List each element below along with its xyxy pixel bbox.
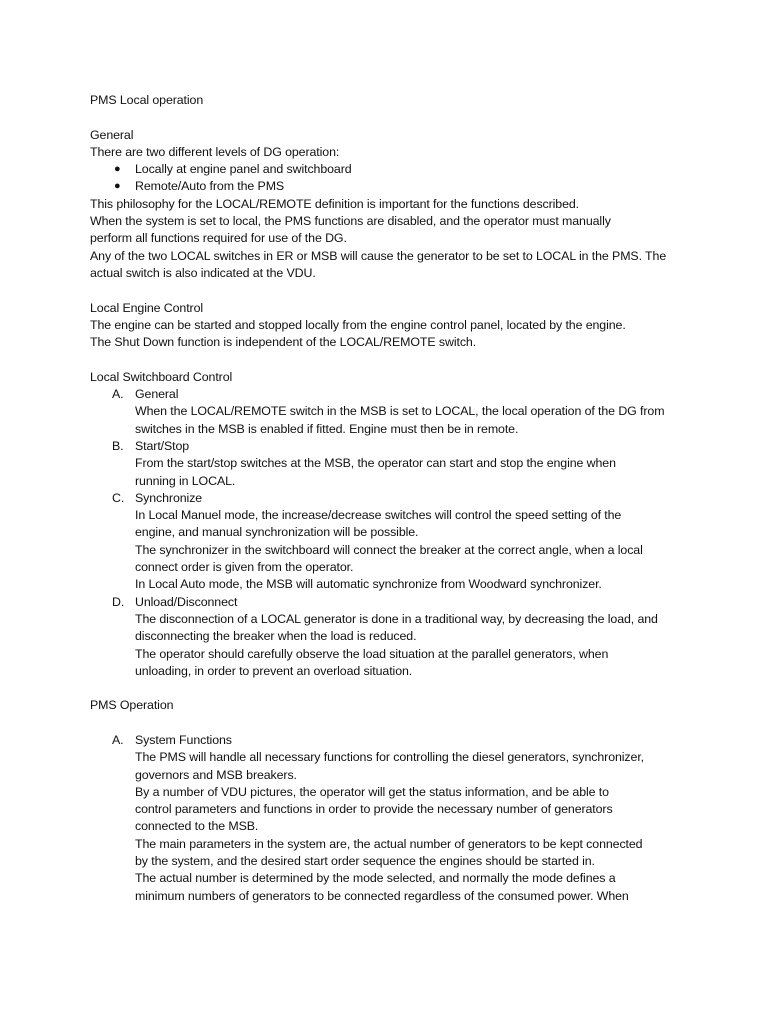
paragraph-line: governors and MSB breakers. [135,767,297,782]
spacer [90,715,690,732]
paragraph-line: running in LOCAL. [135,473,236,488]
spacer [90,351,690,368]
paragraph-line: In Local Manuel mode, the increase/decrease switches will control the speed setting of the [135,508,622,523]
paragraph-line: minimum numbers of generators to be connected regardless of the consumed power. When [135,888,629,903]
bullet-icon: ● [114,163,121,176]
paragraph-line: disconnecting the breaker when the load is reduced. [135,629,417,644]
general-intro: There are two different levels of DG operation: [90,144,340,159]
spacer [90,282,690,299]
paragraph-line: The main parameters in the system are, the actual number of generators to be kept connected [135,836,643,851]
list-item: D. Unload/Disconnect [112,594,238,609]
paragraph-line: The engine can be started and stopped locally from the engine control panel, located by the engine. [90,317,626,332]
paragraph-line: In Local Auto mode, the MSB will automatic synchronize from Woodward synchronizer. [135,577,602,592]
paragraph-line: This philosophy for the LOCAL/REMOTE definition is important for the functions described. [90,196,580,211]
list-item: B. Start/Stop [112,438,190,453]
paragraph-line: by the system, and the desired start order sequence the engines should be started in. [135,854,595,869]
paragraph-line: unloading, in order to prevent an overload situation. [135,663,413,678]
bullet-icon: ● [114,180,121,193]
spacer [90,680,690,697]
list-item: A. General [112,387,179,402]
section-heading-pms-operation: PMS Operation [90,698,174,713]
paragraph-line: The actual number is determined by the mode selected, and normally the mode defines a [135,871,616,886]
paragraph-line: The Shut Down function is independent of the LOCAL/REMOTE switch. [90,335,477,350]
paragraph-line: connected to the MSB. [135,819,259,834]
paragraph-line: connect order is given from the operator. [135,560,354,575]
paragraph-line: The operator should carefully observe the load situation at the parallel generators, when [135,646,609,661]
paragraph-line: actual switch is also indicated at the VDU. [90,265,316,280]
paragraph-line: Any of the two LOCAL switches in ER or MSB will cause the generator to be set to LOCAL in the PMS. The [90,248,667,263]
section-heading-general: General [90,127,134,142]
bullet-item: ● Remote/Auto from the PMS [90,178,690,195]
section-heading-local-engine: Local Engine Control [90,300,204,315]
bullet-item: ● Locally at engine panel and switchboard [90,161,690,178]
paragraph-line: From the start/stop switches at the MSB, the operator can start and stop the engine when [135,456,616,471]
paragraph-line: control parameters and functions in order to provide the necessary number of generators [135,802,613,817]
paragraph-line: The disconnection of a LOCAL generator is done in a traditional way, by decreasing the load, and [135,611,658,626]
paragraph-line: By a number of VDU pictures, the operator will get the status information, and be able to [135,784,609,799]
paragraph-line: When the system is set to local, the PMS functions are disabled, and the operator must manually [90,214,611,229]
list-item: C. Synchronize [112,490,203,505]
list-item: A. System Functions [112,732,232,747]
paragraph-line: perform all functions required for use of the DG. [90,231,347,246]
paragraph-line: engine, and manual synchronization will be possible. [135,525,419,540]
paragraph-line: The synchronizer in the switchboard will connect the breaker at the correct angle, when a local [135,542,643,557]
document-title: PMS Local operation [90,93,204,107]
paragraph-line: When the LOCAL/REMOTE switch in the MSB is set to LOCAL, the local operation of the DG from [135,404,665,419]
paragraph-line: The PMS will handle all necessary functions for controlling the diesel generators, synchronizer, [135,750,645,765]
spacer [90,109,690,126]
document-page [90,92,690,905]
section-heading-local-switchboard: Local Switchboard Control [90,369,233,384]
paragraph-line: switches in the MSB is enabled if fitted. Engine must then be in remote. [135,421,519,436]
